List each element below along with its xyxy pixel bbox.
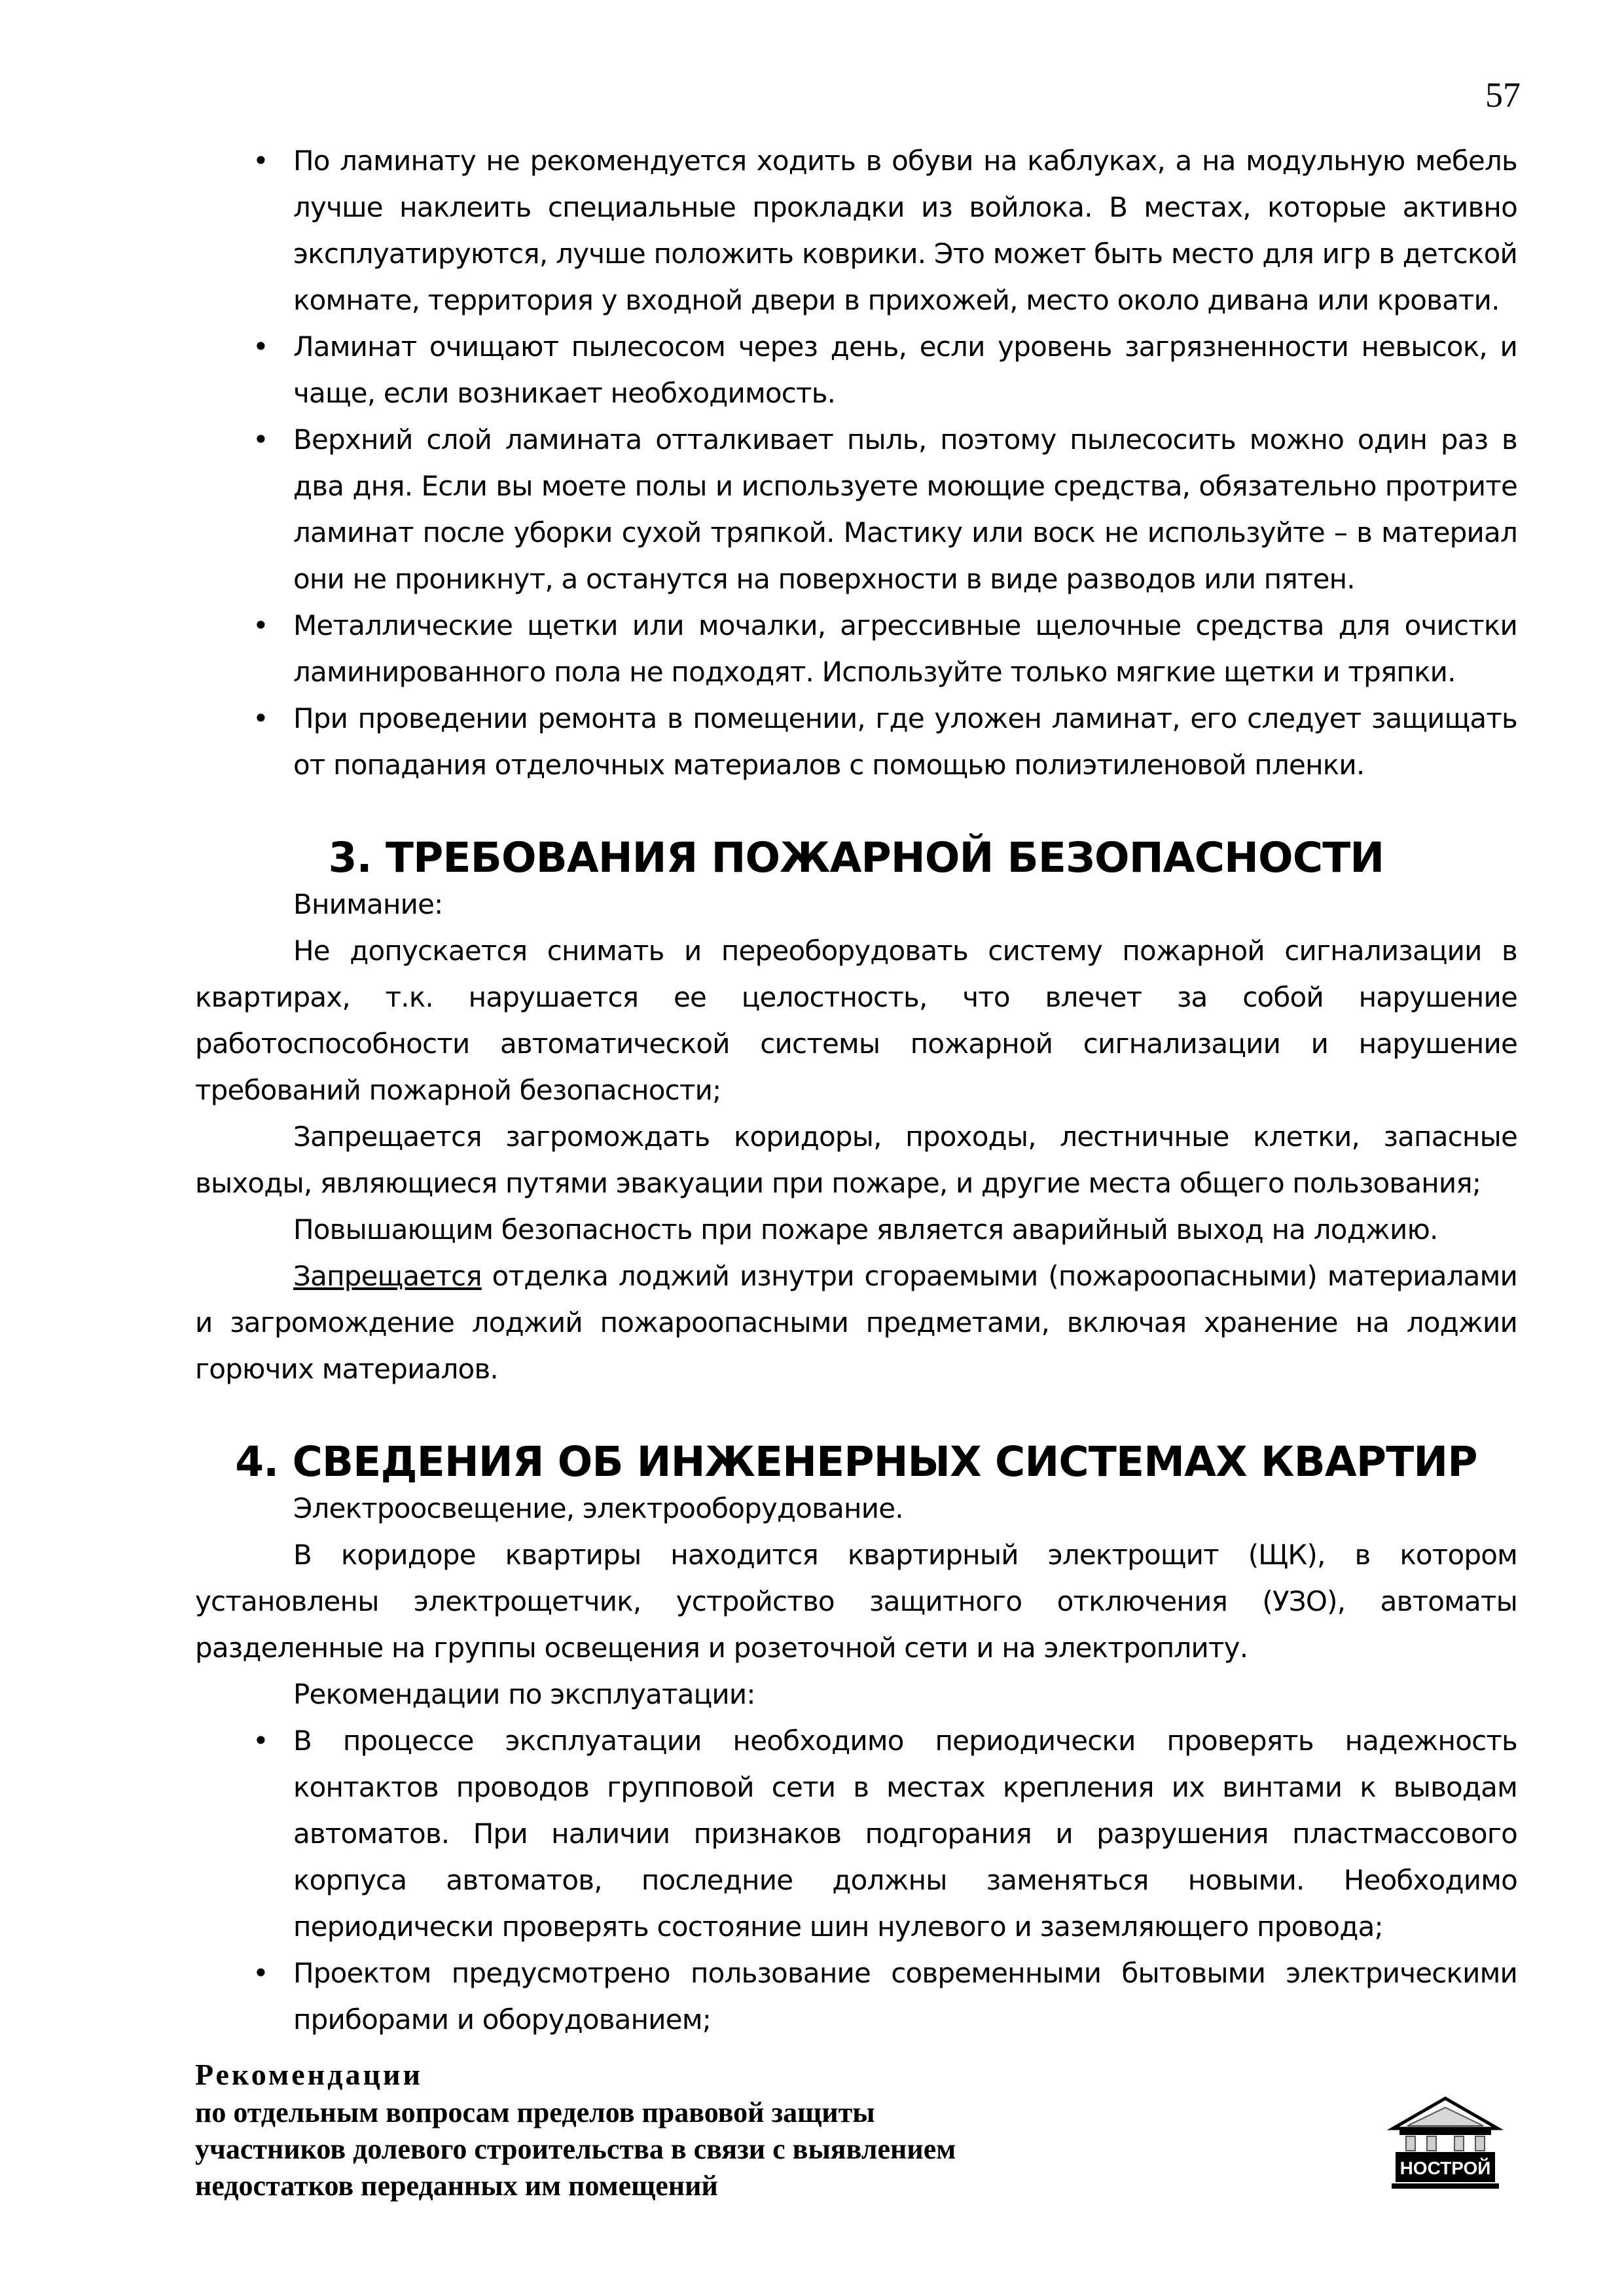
list-item: [195, 602, 1517, 695]
footer-line: недостатков переданных им помещений: [195, 2170, 718, 2202]
list-item-text: При проведении ремонта в помещении, где уложен ламинат, его следует защищать от попадания отделочных материалов с помощью полиэтиленовой пленки.: [293, 702, 1517, 781]
loggia-paragraph-text: отделка лоджий изнутри сгораемыми (пожароопасными) материалами и загромождение лоджий пожароопасными предметами, включая хранение на лоджии горючих материалов.: [195, 1260, 1517, 1385]
bullet-icon: •: [253, 702, 268, 734]
list-item-text: По ламинату не рекомендуется ходить в обуви на каблуках, а на модульную мебель лучше наклеить специальные прокладки из войлока. В местах, которые активно эксплуатируются, лучше положить коврики. Это может быть место для игр в детской комнате, территория у входной двери в прихожей, место около дивана или кровати.: [293, 145, 1517, 316]
recommendations-label: Рекомендации по эксплуатации:: [293, 1678, 755, 1710]
page-number: 57: [1485, 75, 1521, 115]
switchboard-paragraph: В коридоре квартиры находится квартирный электрощит (ЩК), в котором установлены электрощетчик, устройство защитного отключения (УЗО), автоматы разделенные на группы освещения и розеточной сети и на электроплиту.: [195, 1539, 1517, 1664]
bullet-icon: •: [253, 609, 268, 641]
footer-line: участников долевого строительства в связи с выявлением: [195, 2133, 956, 2165]
nostroy-logo-icon: [1386, 2094, 1504, 2193]
attention-label: Внимание:: [293, 888, 443, 920]
document-body: [195, 137, 1517, 2043]
list-item-text: Проектом предусмотрено пользование современными бытовыми электрическими приборами и оборудованием;: [293, 1957, 1517, 2036]
logo-text: НОСТРОЙ: [1399, 2158, 1491, 2178]
list-item: [195, 323, 1517, 416]
section-3-heading: 3. ТРЕБОВАНИЯ ПОЖАРНОЙ БЕЗОПАСНОСТИ: [328, 834, 1384, 882]
footer-title: Рекомендации: [195, 2058, 423, 2091]
prohibited-word: Запрещается: [293, 1260, 482, 1292]
list-item: [195, 137, 1517, 323]
bullet-icon: •: [253, 145, 268, 177]
electrical-subtitle: Электроосвещение, электрооборудование.: [293, 1492, 903, 1524]
list-item: [195, 1950, 1517, 2043]
laminate-care-list: [195, 137, 1517, 788]
list-item-text: В процессе эксплуатации необходимо периодически проверять надежность контактов проводов групповой сети в местах крепления их винтами к выводам автоматов. При наличии признаков подгорания и разрушения пластмассового корпуса автоматов, последние должны заменяться новыми. Необходимо периодически проверять состояние шин нулевого и заземляющего провода;: [293, 1725, 1517, 1943]
list-item-text: Верхний слой ламината отталкивает пыль, поэтому пылесосить можно один раз в два дня. Если вы моете полы и используете моющие средства, обязательно протрите ламинат после уборки сухой тряпкой. Мастику или воск не используйте – в материал они не проникнут, а останутся на поверхности в виде разводов или пятен.: [293, 423, 1517, 595]
footer: [195, 2055, 1373, 2204]
bullet-icon: •: [253, 1725, 268, 1757]
bullet-icon: •: [253, 1957, 268, 1989]
electrical-recommendations-list: [195, 1717, 1517, 2043]
list-item: [195, 416, 1517, 602]
section-4-heading: 4. СВЕДЕНИЯ ОБ ИНЖЕНЕРНЫХ СИСТЕМАХ КВАРТИР: [235, 1438, 1477, 1486]
footer-line: по отдельным вопросам пределов правовой защиты: [195, 2096, 875, 2128]
emergency-exit-paragraph: Повышающим безопасность при пожаре является аварийный выход на лоджию.: [293, 1213, 1438, 1246]
bullet-icon: •: [253, 423, 268, 456]
list-item-text: Ламинат очищают пылесосом через день, если уровень загрязненности невысок, и чаще, если возникает необходимость.: [293, 331, 1517, 409]
evacuation-paragraph: Запрещается загромождать коридоры, проходы, лестничные клетки, запасные выходы, являющиеся путями эвакуации при пожаре, и другие места общего пользования;: [195, 1121, 1517, 1199]
list-item: [195, 1717, 1517, 1950]
list-item-text: Металлические щетки или мочалки, агрессивные щелочные средства для очистки ламинированного пола не подходят. Используйте только мягкие щетки и тряпки.: [293, 609, 1517, 688]
loggia-paragraph: [195, 1253, 1517, 1392]
list-item: [195, 695, 1517, 788]
fire-alarm-paragraph: Не допускается снимать и переоборудовать систему пожарной сигнализации в квартирах, т.к. нарушается ее целостность, что влечет за собой нарушение работоспособности автоматической системы пожарной сигнализации и нарушение требований пожарной безопасности;: [195, 935, 1517, 1106]
bullet-icon: •: [253, 331, 268, 363]
